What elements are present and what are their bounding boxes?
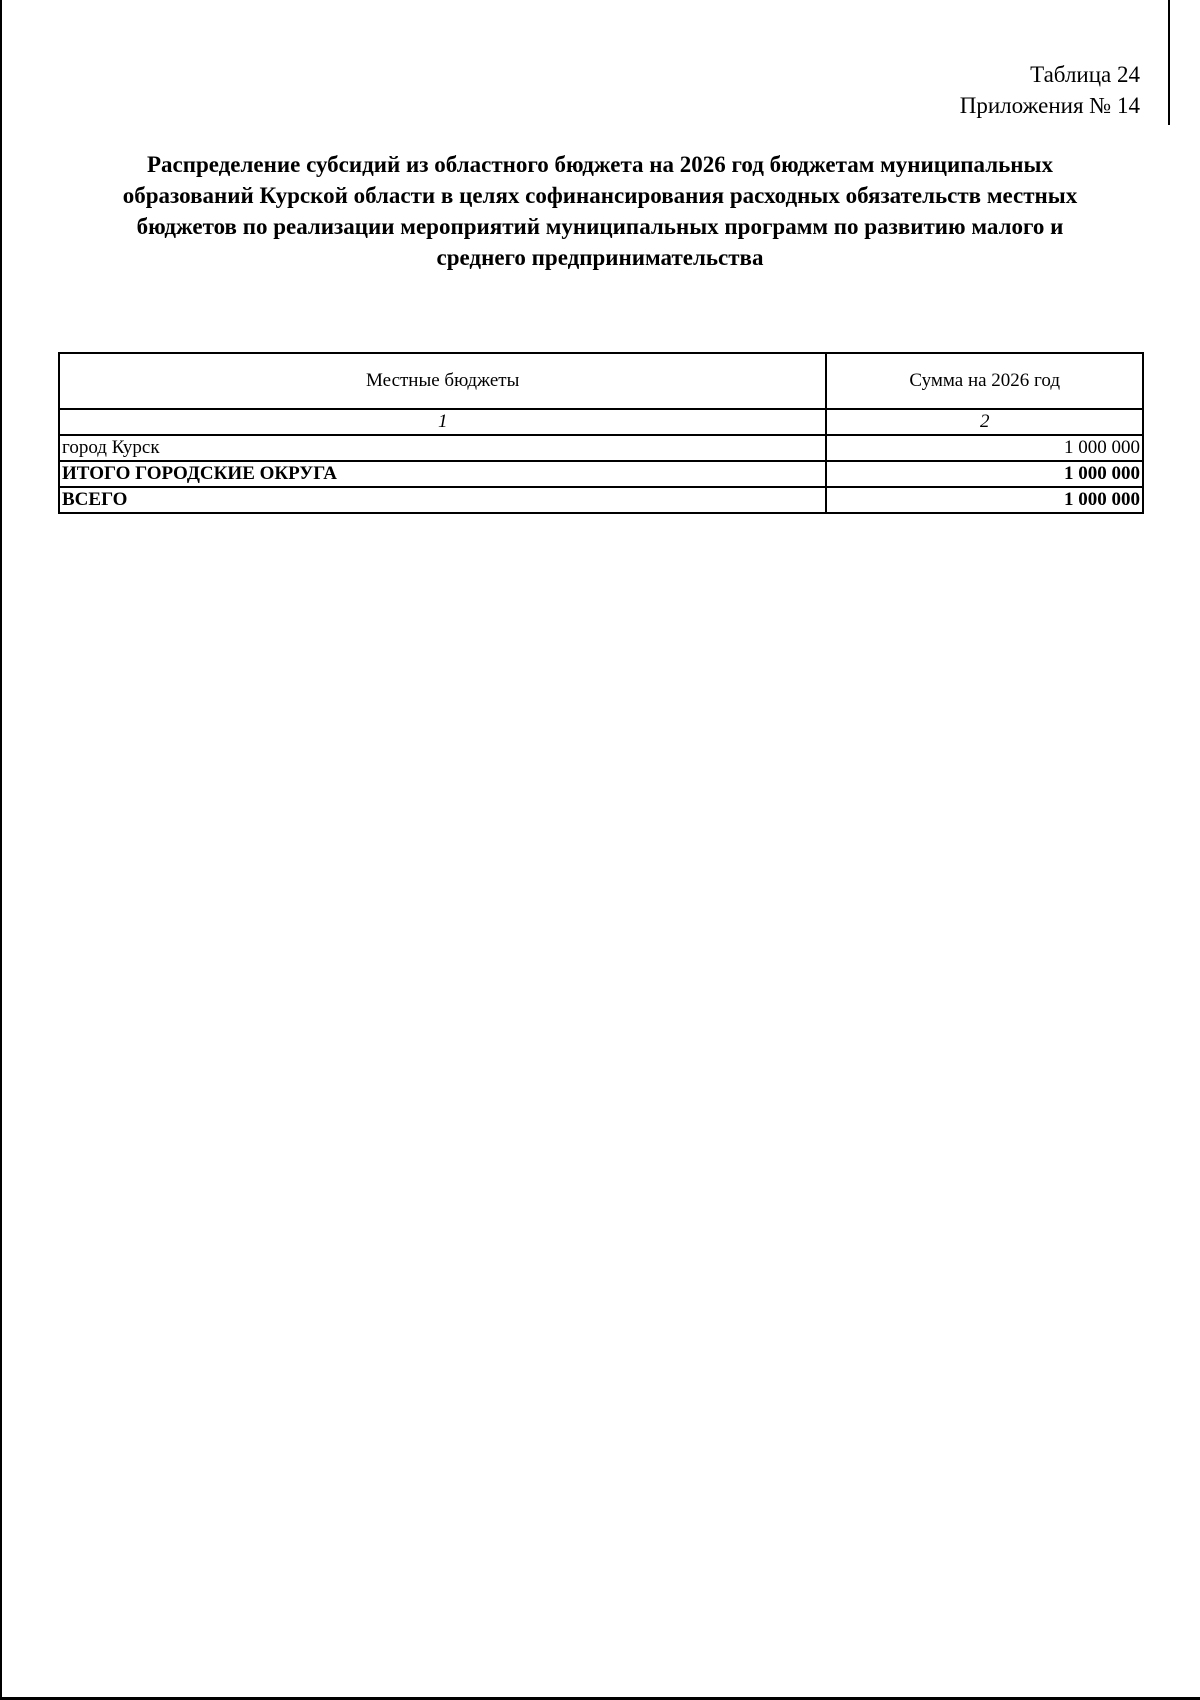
row-amount-total: 1 000 000 bbox=[826, 487, 1143, 513]
column-number-row bbox=[59, 409, 1143, 435]
table-row bbox=[59, 435, 1143, 461]
budget-table bbox=[58, 352, 1144, 514]
row-name-total: ВСЕГО bbox=[59, 487, 826, 513]
title-line-1: Распределение субсидий из областного бюджета на 2026 год бюджетам муниципальных bbox=[146, 152, 1054, 177]
row-amount-kursk: 1 000 000 bbox=[826, 435, 1143, 461]
table-number-label: Таблица 24 bbox=[1030, 62, 1140, 87]
table-header-row bbox=[59, 353, 1143, 409]
table-row-subtotal bbox=[59, 461, 1143, 487]
page-left-border bbox=[0, 0, 2, 1700]
column-number-2: 2 bbox=[826, 409, 1143, 435]
page-right-border bbox=[1168, 0, 1170, 125]
row-amount-subtotal: 1 000 000 bbox=[826, 461, 1143, 487]
appendix-label: Приложения № 14 bbox=[959, 93, 1140, 118]
title-line-3: бюджетов по реализации мероприятий муниципальных программ по развитию малого и bbox=[136, 214, 1064, 239]
table-row-total bbox=[59, 487, 1143, 513]
document-title bbox=[80, 149, 1120, 273]
title-line-2: образований Курской области в целях софинансирования расходных обязательств местных bbox=[122, 183, 1078, 208]
column-header-amount: Сумма на 2026 год bbox=[826, 353, 1143, 409]
column-header-local-budgets: Местные бюджеты bbox=[59, 353, 826, 409]
column-number-1: 1 bbox=[59, 409, 826, 435]
row-name-kursk: город Курск bbox=[59, 435, 826, 461]
document-header bbox=[960, 59, 1140, 121]
row-name-subtotal: ИТОГО ГОРОДСКИЕ ОКРУГА bbox=[59, 461, 826, 487]
title-line-4: среднего предпринимательства bbox=[436, 245, 764, 270]
